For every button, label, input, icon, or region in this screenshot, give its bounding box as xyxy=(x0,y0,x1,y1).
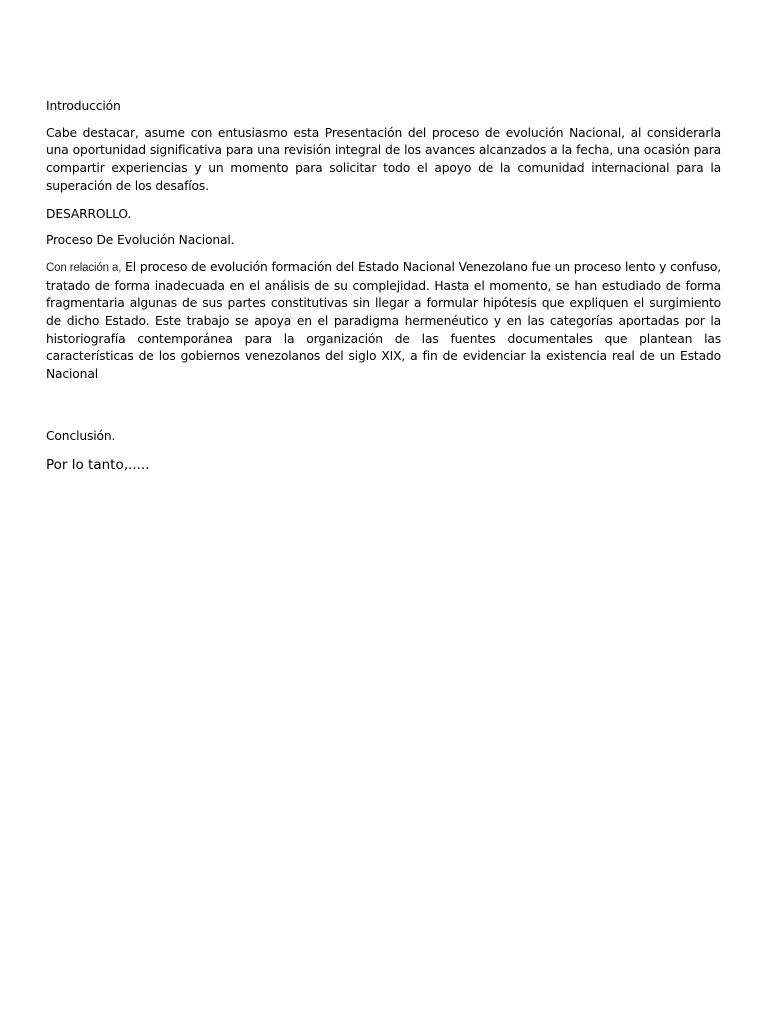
conclusion-text: Por lo tanto,..... xyxy=(46,456,150,473)
development-body-text: El proceso de evolución formación del Estado Nacional Venezolano fue un proceso lento y confuso, tratado de forma inadecuada en el análisis de su complejidad. Hasta el momento, se han estudiado de forma fragmentaria algunas de sus partes constitutivas sin llegar a formular hipótesis que expliquen el surgimiento de dicho Estado. Este trabajo se apoya en el paradigma hermenéutico y en las categorías aportadas por la historiografía contemporánea para la organización de las fuentes documentales que plantean las características de los gobiernos venezolanos del siglo XIX, a fin de evidenciar la existencia real de un Estado Nacional xyxy=(46,259,722,382)
development-heading: DESARROLLO. xyxy=(46,206,132,221)
conclusion-heading: Conclusión. xyxy=(46,428,116,443)
development-paragraph xyxy=(46,259,721,384)
paragraph-spacer xyxy=(46,394,721,428)
development-lead-in: Con relación a, xyxy=(46,261,122,274)
intro-paragraph: Cabe destacar, asume con entusiasmo esta Presentación del proceso de evolución Nacional, al considerarla una oportunidad significativa para una revisión integral de los avances alcanzados a la fecha, una ocasión para compartir experiencias y un momento para solicitar todo el apoyo de la comunidad internacional para la superación de los desafíos. xyxy=(46,125,721,193)
document-body xyxy=(46,98,721,475)
development-subheading: Proceso De Evolución Nacional. xyxy=(46,233,235,248)
intro-heading: Introducción xyxy=(46,99,121,113)
